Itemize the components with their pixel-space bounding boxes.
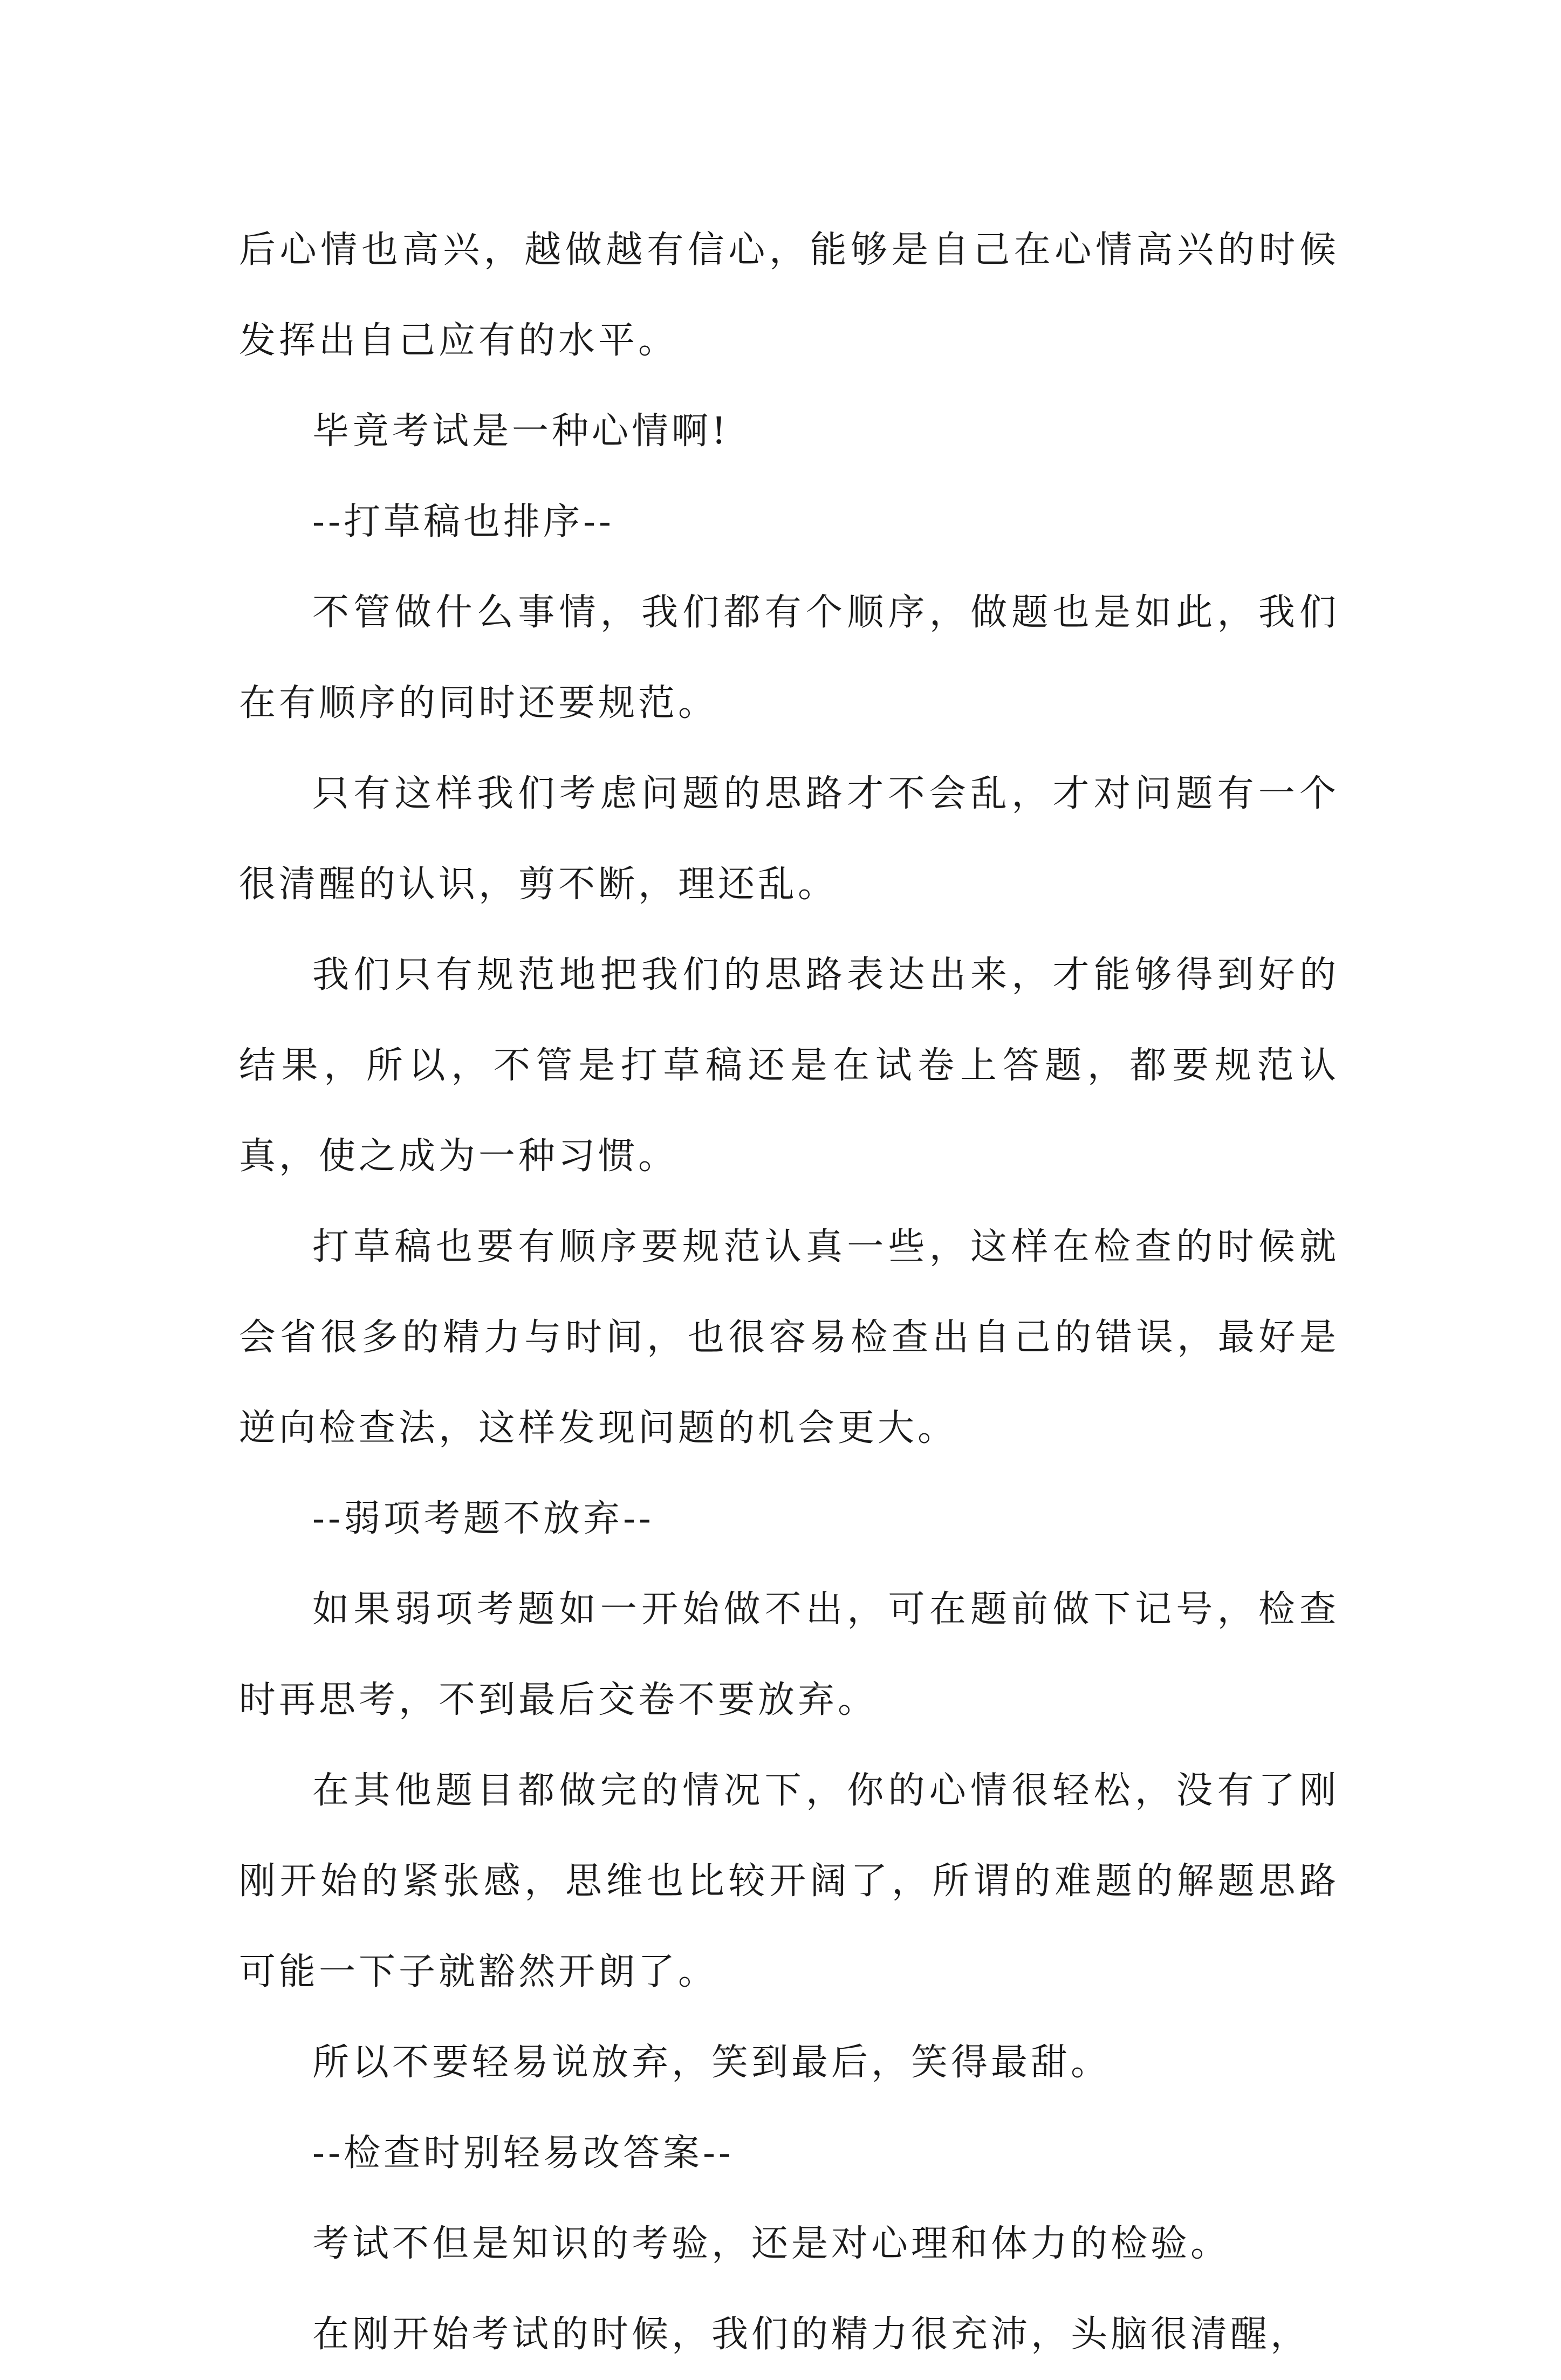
paragraph: 考试不但是知识的考验，还是对心理和体力的检验。 [312,2222,1231,2265]
paragraph: 所以不要轻易说放弃，笑到最后，笑得最甜。 [312,2041,1111,2084]
paragraph: 打草稿也要有顺序要规范认真一些，这样在检查的时候就会省很多的精力与时间，也很容易检查出自己的错误，最好是逆向检查法，这样发现问题的机会更大。 [239,1226,1339,1449]
section-heading: --弱项考题不放弃-- [312,1497,654,1540]
paragraph: 在其他题目都做完的情况下，你的心情很轻松，没有了刚刚开始的紧张感，思维也比较开阔了，所谓的难题的解题思路可能一下子就豁然开朗了。 [239,1769,1339,1993]
paragraph: 我们只有规范地把我们的思路表达出来，才能够得到好的结果，所以，不管是打草稿还是在试卷上答题，都要规范认真，使之成为一种习惯。 [239,954,1339,1178]
section-heading: --打草稿也排序-- [312,501,614,543]
section-heading: --检查时别轻易改答案-- [312,2132,734,2174]
document-body [239,205,1339,2380]
paragraph-continuation: 后心情也高兴，越做越有信心，能够是自己在心情高兴的时候发挥出自己应有的水平。 [239,229,1339,362]
paragraph: 如果弱项考题如一开始做不出，可在题前做下记号，检查时再思考，不到最后交卷不要放弃。 [239,1588,1339,1721]
paragraph: 在刚开始考试的时候，我们的精力很充沛，头脑很清醒， [312,2313,1311,2356]
paragraph: 毕竟考试是一种心情啊! [312,410,730,453]
paragraph: 不管做什么事情，我们都有个顺序，做题也是如此，我们在有顺序的同时还要规范。 [239,591,1339,724]
paragraph: 只有这样我们考虑问题的思路才不会乱，才对问题有一个很清醒的认识，剪不断，理还乱。 [239,772,1339,906]
